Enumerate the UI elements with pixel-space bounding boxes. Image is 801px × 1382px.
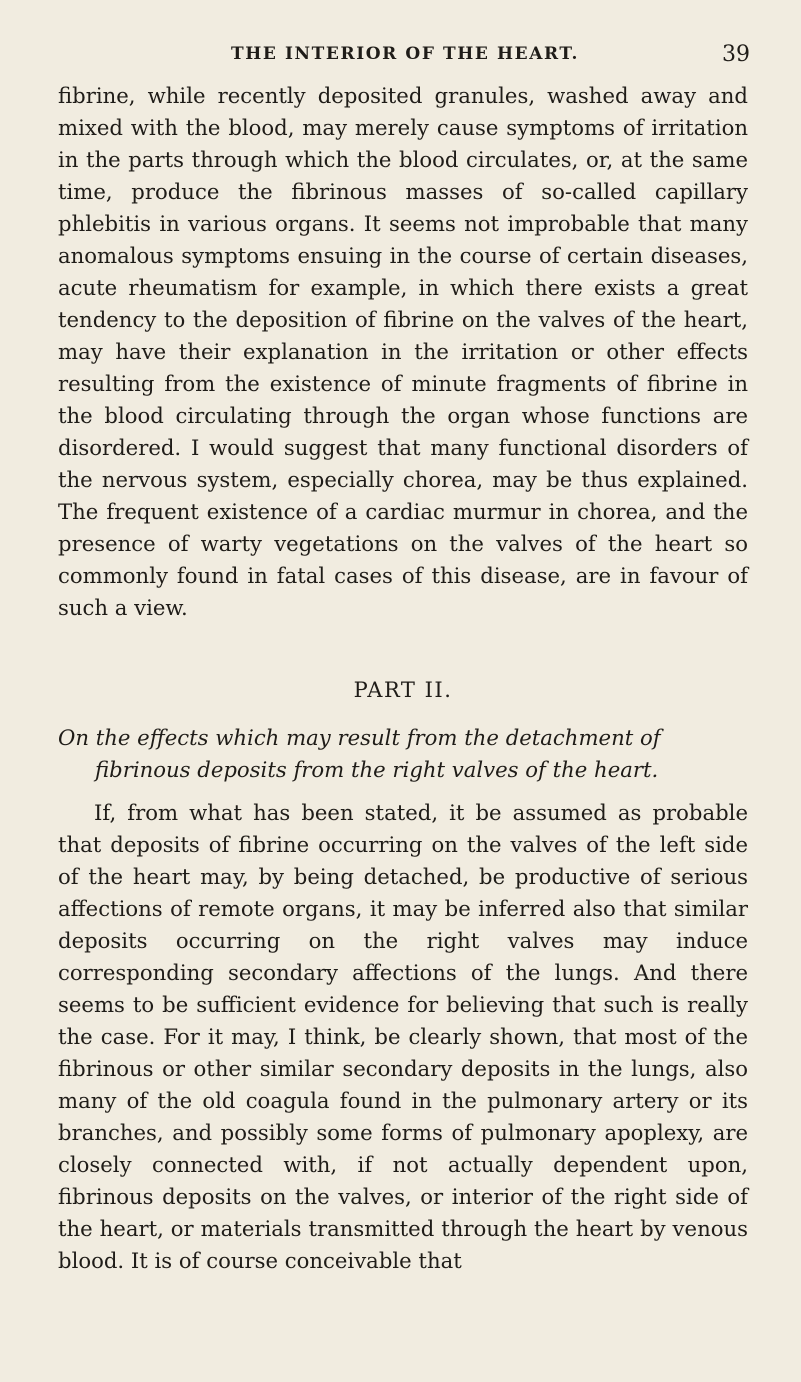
page-body: [58, 80, 748, 1277]
part-subtitle-line-2: fibrinous deposits from the right valves of the heart.: [95, 757, 659, 782]
part-subtitle-line-1: On the effects which may result from the detachment of: [58, 725, 661, 750]
page-number: 39: [722, 42, 750, 67]
part-two-paragraph: If, from what has been stated, it be assumed as probable that deposits of fibrine occurring on the valves of the left side of the heart may, by being detached, be productive of serious affections of remote organs, it may be inferred also that similar deposits occurring on the right valves may induce corresponding secondary affections of the lungs. And there seems to be sufficient evidence for believing that such is really the case. For it may, I think, be clearly shown, that most of the fibrinous or other similar secondary deposits in the lungs, also many of the old coagula found in the pulmonary artery or its branches, and possibly some forms of pulmonary apoplexy, are closely connected with, if not actually dependent upon, fibrinous deposits on the valves, or interior of the right side of the heart, or materials transmitted through the heart by venous blood. It is of course conceivable that: [58, 800, 748, 1273]
running-title: THE INTERIOR OF THE HEART.: [230, 44, 580, 64]
continuation-paragraph: fibrine, while recently deposited granules, washed away and mixed with the blood, may merely cause symptoms of irritation in the parts through which the blood circulates, or, at the same time, produce the fibrinous masses of so-called capillary phlebitis in various organs. It seems not improbable that many anomalous symptoms ensuing in the course of certain diseases, acute rheumatism for example, in which there exists a great tendency to the deposition of fibrine on the valves of the heart, may have their explanation in the irritation or other effects resulting from the existence of minute fragments of fibrine in the blood circulating through the organ whose functions are disordered. I would suggest that many functional disorders of the nervous system, especially chorea, may be thus explained. The frequent existence of a cardiac murmur in chorea, and the presence of warty vegetations on the valves of the heart so commonly found in fatal cases of this disease, are in favour of such a view.: [58, 83, 748, 620]
running-header: [60, 44, 750, 78]
part-subtitle: [58, 722, 748, 786]
part-heading: PART II.: [353, 678, 453, 702]
